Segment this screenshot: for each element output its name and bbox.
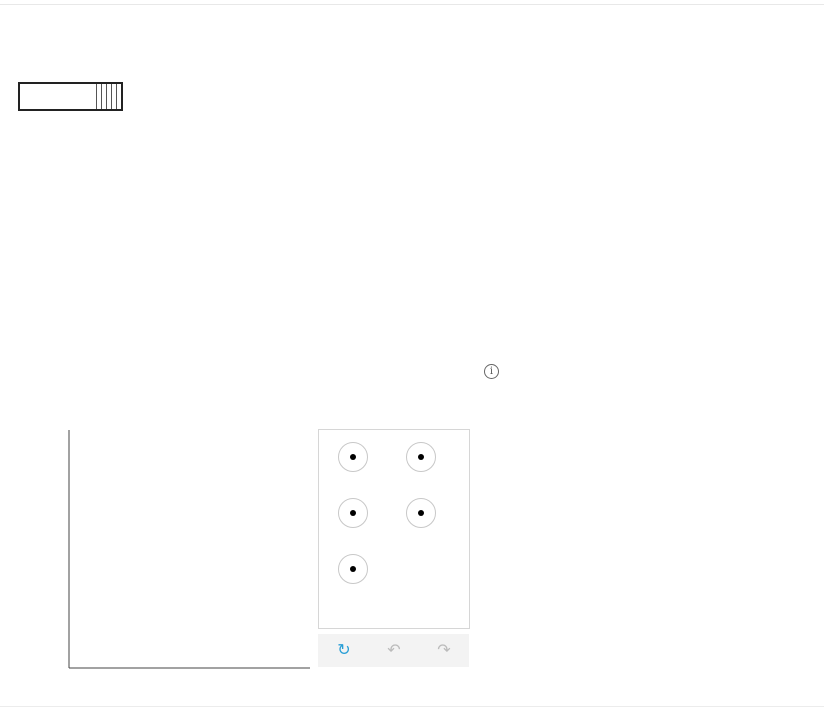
- plant-2-tool[interactable]: [391, 442, 451, 477]
- table-header-row: [19, 83, 122, 110]
- plant-1-tool[interactable]: [323, 442, 383, 477]
- plant-5-tool[interactable]: [323, 554, 383, 589]
- cost-graph[interactable]: [0, 415, 320, 695]
- plant-2-point-icon[interactable]: [406, 442, 436, 472]
- redo-icon[interactable]: ↷: [437, 642, 451, 659]
- top-divider: [0, 4, 824, 5]
- plant-4-point-icon[interactable]: [406, 498, 436, 528]
- info-icon[interactable]: i: [484, 364, 499, 379]
- plant-3-tool[interactable]: [323, 498, 383, 533]
- graph-toolbar: [318, 634, 469, 667]
- bottom-divider: [0, 706, 824, 707]
- plant-3-point-icon[interactable]: [338, 498, 368, 528]
- plant-1-point-icon[interactable]: [338, 442, 368, 472]
- plant-4-tool[interactable]: [391, 498, 451, 533]
- tools-panel: [318, 429, 470, 629]
- plant-5-point-icon[interactable]: [338, 554, 368, 584]
- reset-icon[interactable]: ↻: [337, 642, 351, 659]
- undo-icon[interactable]: ↶: [387, 642, 401, 659]
- plant-5-header: [117, 83, 123, 110]
- cost-table: [18, 82, 123, 111]
- output-header: [19, 83, 97, 110]
